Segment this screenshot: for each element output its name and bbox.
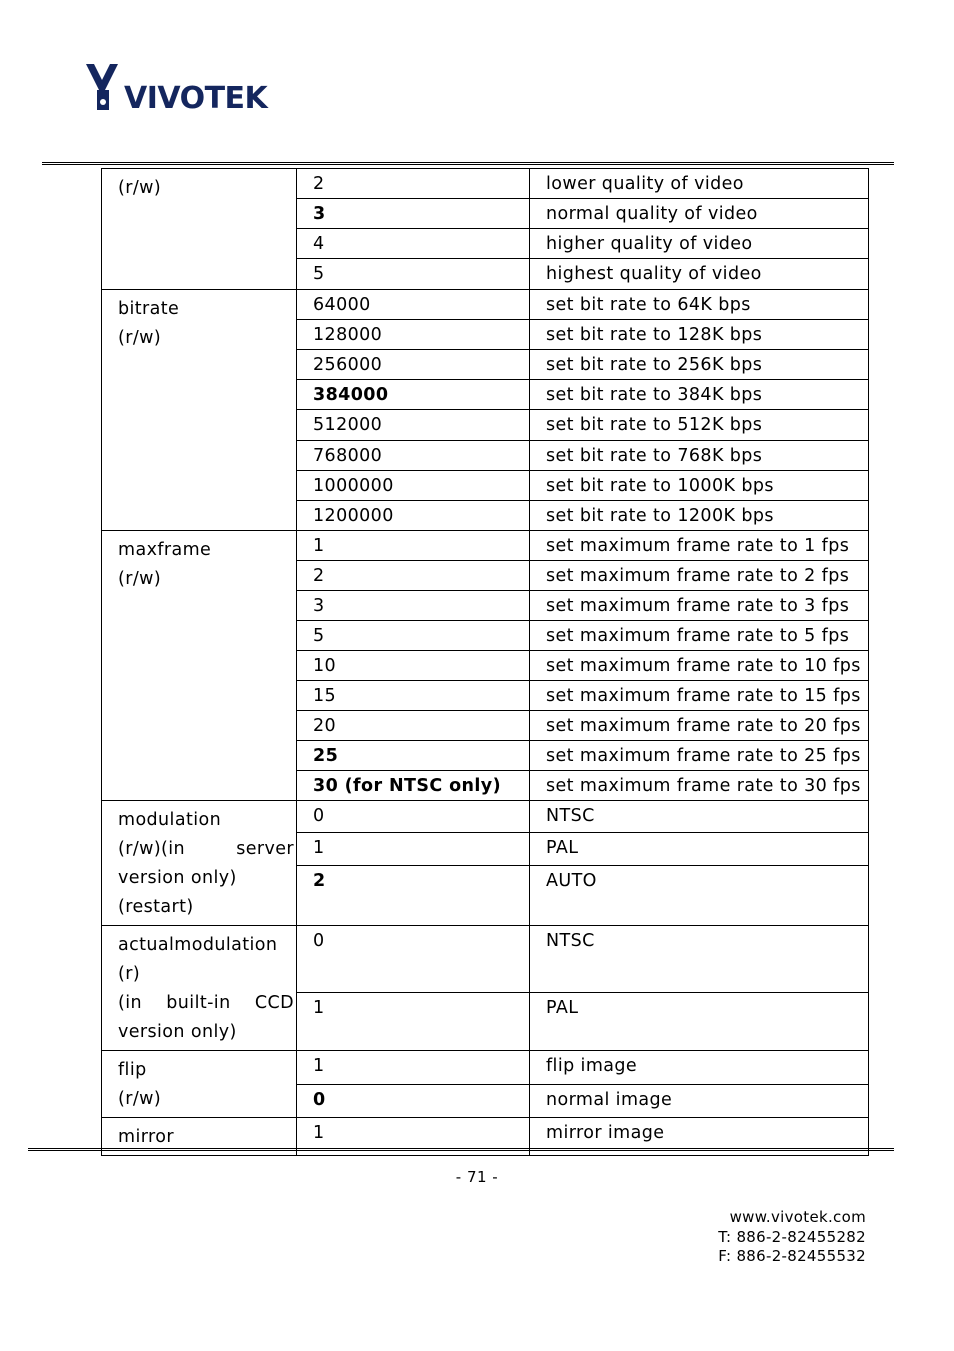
header-rule [42,162,894,165]
param-value-cell: 1200000 [297,501,530,531]
param-name-line: version only) [118,1022,237,1042]
param-value-cell: 128000 [297,320,530,350]
param-value-cell: 4 [297,229,530,259]
param-name-cell [102,169,297,290]
param-description-cell: AUTO [530,865,869,925]
param-name-line: (r/w)(in server [118,839,294,859]
param-description-cell: normal image [530,1084,869,1118]
param-value-cell: 1 [297,1118,530,1156]
param-description-cell: set maximum frame rate to 5 fps [530,621,869,651]
param-value-cell: 2 [297,169,530,199]
param-value-cell: 768000 [297,441,530,471]
param-value-cell: 5 [297,259,530,290]
param-value-cell: 3 [297,199,530,229]
svg-text:VIVOTEK: VIVOTEK [124,81,268,114]
param-name-line: (r/w) [118,569,162,589]
table-row [102,169,869,199]
param-description-cell: set bit rate to 512K bps [530,410,869,441]
param-value-cell: 1000000 [297,471,530,501]
param-name-line: (in built-in CCD [118,993,294,1013]
fax-text: F: 886-2-82455532 [718,1247,866,1265]
param-description-cell: set maximum frame rate to 3 fps [530,591,869,621]
param-value-cell: 256000 [297,350,530,380]
param-value-cell: 2 [297,865,530,925]
table-row [102,1051,869,1085]
contact-block [718,1208,866,1267]
param-name-line: actualmodulation [118,935,278,955]
param-value-cell: 1 [297,531,530,561]
param-name-line: (r/w) [118,1089,162,1109]
param-value-cell: 64000 [297,290,530,320]
param-name-line: modulation [118,810,222,830]
table-row [102,801,869,833]
param-description-cell: set maximum frame rate to 2 fps [530,561,869,591]
param-description-cell: set maximum frame rate to 1 fps [530,531,869,561]
param-value-cell: 0 [297,1084,530,1118]
param-value-cell: 25 [297,741,530,771]
param-value-cell: 2 [297,561,530,591]
param-name-line: mirror [118,1127,174,1147]
param-description-cell: mirror image [530,1118,869,1156]
param-description-cell: PAL [530,993,869,1051]
param-name-cell [102,290,297,531]
param-name-line: flip [118,1060,147,1080]
param-name-line: (r/w) [118,328,162,348]
param-name-cell [102,926,297,1051]
param-description-cell: set maximum frame rate to 20 fps [530,711,869,741]
param-description-cell: set bit rate to 768K bps [530,441,869,471]
param-description-cell: NTSC [530,926,869,993]
param-description-cell: lower quality of video [530,169,869,199]
website-text: www.vivotek.com [729,1208,866,1226]
param-name-line: (r/w) [118,178,162,198]
param-value-cell: 5 [297,621,530,651]
param-value-cell: 1 [297,1051,530,1085]
param-description-cell: set bit rate to 384K bps [530,380,869,410]
param-value-cell: 3 [297,591,530,621]
param-description-cell: set bit rate to 64K bps [530,290,869,320]
param-value-cell: 1 [297,993,530,1051]
param-description-cell: flip image [530,1051,869,1085]
parameter-table [101,168,869,1156]
param-description-cell: set bit rate to 128K bps [530,320,869,350]
param-value-cell: 512000 [297,410,530,441]
param-description-cell: set maximum frame rate to 25 fps [530,741,869,771]
param-value-cell: 10 [297,651,530,681]
table-row [102,290,869,320]
param-name-cell [102,801,297,926]
param-description-cell: set maximum frame rate to 30 fps [530,771,869,801]
param-description-cell: normal quality of video [530,199,869,229]
param-description-cell: PAL [530,833,869,865]
param-description-cell: highest quality of video [530,259,869,290]
footer-rule [28,1148,894,1151]
param-value-cell: 20 [297,711,530,741]
param-description-cell: set bit rate to 1200K bps [530,501,869,531]
param-name-line: maxframe [118,540,212,560]
param-description-cell: set bit rate to 256K bps [530,350,869,380]
param-name-line: (r) [118,964,141,984]
phone-text: T: 886-2-82455282 [718,1227,866,1246]
param-value-cell: 1 [297,833,530,865]
param-name-cell [102,531,297,801]
param-name-cell [102,1051,297,1118]
param-value-cell: 0 [297,801,530,833]
param-value-cell: 15 [297,681,530,711]
param-description-cell: set maximum frame rate to 15 fps [530,681,869,711]
table-row [102,926,869,993]
param-name-line: bitrate [118,299,180,319]
param-description-cell: NTSC [530,801,869,833]
page-number: - 71 - [455,1168,499,1186]
param-description-cell: higher quality of video [530,229,869,259]
param-value-cell: 384000 [297,380,530,410]
vivotek-logo [84,60,294,114]
param-value-cell: 0 [297,926,530,993]
param-description-cell: set maximum frame rate to 10 fps [530,651,869,681]
param-name-line: version only) [118,868,237,888]
param-value-cell: 30 (for NTSC only) [297,771,530,801]
table-row [102,531,869,561]
param-description-cell: set bit rate to 1000K bps [530,471,869,501]
param-name-line: (restart) [118,897,194,917]
